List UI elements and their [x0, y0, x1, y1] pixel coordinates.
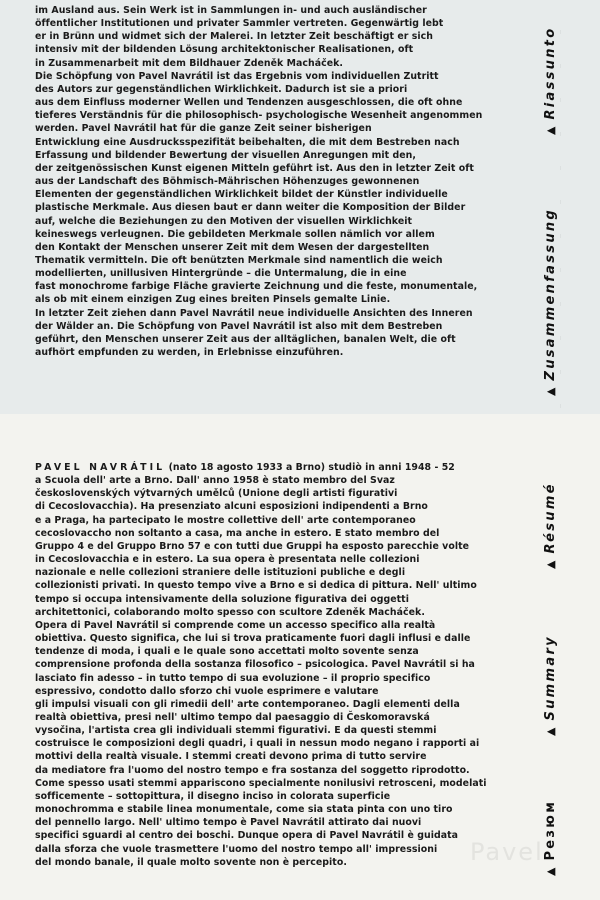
- text-line: dalla sforza che vuole trasmettere l'uomo del nostro tempo all' impressioni: [35, 843, 438, 855]
- tab-zusammenfassung-label: Zusammenfassung: [543, 207, 558, 381]
- text-line: costruisce le composizioni degli quadri, i quali in nessun modo negano i rapporti ai: [35, 738, 480, 750]
- italian-summary-text: [35, 461, 505, 869]
- text-line: di Cecoslovacchia). Ha presenziato alcuni esposizioni indipendenti a Brno: [35, 501, 428, 513]
- text-line: Thematik vermitteln. Die oft benützten Merkmale sind namentlich die weich: [35, 254, 443, 266]
- text-line: realtà obiettiva, presi nell' ultimo tempo dal paesaggio di Českomoravská: [35, 711, 430, 723]
- text-line: specifici sguardi al centro dei boschi. Dunque opera di Pavel Navrátil è guidata: [35, 830, 459, 842]
- text-line: del pennello largo. Nell' ultimo tempo è Pavel Navrátil attirato dai nuovi: [35, 817, 422, 829]
- tab-zusammenfassung[interactable]: [543, 208, 558, 396]
- text-line: collezionisti privati. In questo tempo vive a Brno e si dedica di pittura. Nell' ultimo: [35, 580, 477, 592]
- text-line: Elementen der gegenständlichen Wirklichkeit bildet der Künstler individuelle: [35, 189, 448, 201]
- text-line: werden. Pavel Navrátil hat für die ganze Zeit seiner bisherigen: [35, 123, 372, 135]
- text-line: espressivo, condotto dallo sforzo chi vuole esprimere e valutare: [35, 685, 379, 697]
- text-line: československých výtvarných umělců (Unione degli artisti figurativi: [35, 488, 398, 500]
- text-line: del mondo banale, il quale molto sovente non è percepito.: [35, 856, 347, 868]
- text-line: gli impulsi visuali con gli rimedii dell' arte contemporaneo. Dagli elementi della: [35, 698, 460, 710]
- triangle-up-icon: ▲: [544, 867, 557, 876]
- text-line: a Scuola dell' arte a Brno. Dall' anno 1958 è stato membro del Svaz: [35, 475, 395, 487]
- text-line: keineswegs verleugnen. Die gebildeten Merkmale sollen nämlich vor allem: [35, 228, 435, 240]
- triangle-up-icon: ▲: [544, 560, 557, 569]
- text-line: In letzter Zeit ziehen dann Pavel Navrátil neue individuelle Ansichten des Inneren: [35, 307, 473, 319]
- text-line: tieferes Verständnis für die philosophisch- psychologische Wesenheit angenommen: [35, 110, 483, 122]
- triangle-up-icon: ▲: [544, 126, 557, 135]
- triangle-up-icon: ▲: [544, 727, 557, 736]
- text-line: da mediatore fra l'uomo del nostro tempo e fra sostanza del soggetto riprodotto.: [35, 764, 470, 776]
- text-line: der Wälder an. Die Schöpfung von Pavel Navrátil ist also mit dem Bestreben: [35, 320, 443, 332]
- text-line: monochromma e stabile linea monumentale, come sia stata pinta con uno tiro: [35, 804, 453, 816]
- text-line: tempo si occupa intensivamente della soluzione figurativa dei oggetti: [35, 593, 409, 605]
- tab-riassunto-label: Riassunto: [543, 26, 558, 120]
- text-line: aus dem Einfluss moderner Wellen und Tendenzen ausgeschlossen, die oft ohne: [35, 97, 463, 109]
- text-line: mottivi della realtà visuale. I stemmi creati devono prima di tutto servire: [35, 751, 427, 763]
- text-line: öffentlicher Institutionen und privater Sammler vertreten. Gegenwärtig lebt: [35, 18, 444, 30]
- text-line: tendenze di moda, i quali e le quale sono accettati molto sovente senza: [35, 646, 419, 658]
- artist-name: PAVEL NAVRÁTIL: [35, 462, 166, 473]
- text-line: Gruppo 4 e del Gruppo Brno 57 e con tutti due Gruppi ha esposto parecchie volte: [35, 540, 470, 552]
- text-line: der zeitgenössischen Kunst eigenen Mitteln geführt ist. Aus den in letzter Zeit oft: [35, 162, 474, 174]
- text-line: modellierten, unillusiven Hintergründe – die Untermalung, die in eine: [35, 268, 407, 280]
- german-summary-text: [35, 4, 505, 359]
- text-line: aufhört empfunden zu werden, in Erlebnisse einzuführen.: [35, 347, 344, 359]
- text-line: er in Brünn und widmet sich der Malerei. In letzter Zeit beschäftigt er sich: [35, 31, 434, 43]
- tab-resume[interactable]: [543, 482, 558, 569]
- show-through-text: Pavel: [470, 838, 544, 866]
- text-line: sofficemente – sottopittura, il disegno inciso in colorata superficie: [35, 790, 391, 802]
- text-line: geführt, den Menschen unserer Zeit aus der alltäglichen, banalen Welt, die oft: [35, 333, 456, 345]
- triangle-up-icon: ▲: [544, 387, 557, 396]
- text-line: aus der Landschaft des Böhmisch-Mährischen Höhenzuges gewonnenen: [35, 176, 420, 188]
- text-line: cecoslovaccho non soltanto a casa, ma anche in estero. E stato membro del: [35, 527, 440, 539]
- text-line: als ob mit einem einzigen Zug eines breiten Pinsels gemalte Linie.: [35, 294, 391, 306]
- tab-rezyum-label: Резюм: [543, 799, 558, 861]
- text-line: in Cecoslovacchia e in estero. La sua opera è presentata nelle collezioni: [35, 554, 420, 566]
- text-line: fast monochrome farbige Fläche gravierte Zeichnung und die feste, monumentale,: [35, 281, 478, 293]
- text-line: obiettiva. Questo significa, che lui si trova praticamente fuori dagli influsi e dalle: [35, 633, 471, 645]
- text-line: intensiv mit der bildenden Lösung architektonischer Realisationen, oft: [35, 44, 414, 56]
- text-line: Come spesso usati stemmi appariscono specialmente nonilusivi retrosceni, modelati: [35, 777, 487, 789]
- tab-rezyum[interactable]: [543, 800, 558, 876]
- text-line: comprensione profonda della sostanza filosofico – psicologica. Pavel Navrátil si ha: [35, 659, 475, 671]
- text-line: Opera di Pavel Navrátil si comprende come un accesso specifico alla realtà: [35, 619, 436, 631]
- italian-first-line: [35, 461, 505, 474]
- text-line: plastische Merkmale. Aus diesen baut er dann weiter die Komposition der Bilder: [35, 202, 466, 214]
- text-line: architettonici, colaborando molto spesso con scultore Zdeněk Macháček.: [35, 606, 425, 618]
- text-line: e a Praga, ha partecipato le mostre collettive dell' arte contemporaneo: [35, 514, 416, 526]
- text-line: im Ausland aus. Sein Werk ist in Sammlungen in- und auch ausländischer: [35, 5, 427, 16]
- tab-summary[interactable]: [543, 635, 558, 736]
- text-line: den Kontakt der Menschen unserer Zeit mit dem Wesen der dargestellten: [35, 241, 430, 253]
- text-line: Entwicklung eine Ausdrucksspezifität beibehalten, die mit dem Bestreben nach: [35, 136, 460, 148]
- text-line: auf, welche die Beziehungen zu den Motiven der visuellen Wirklichkeit: [35, 215, 413, 227]
- tab-summary-label: Summary: [543, 635, 558, 721]
- italian-first-line-rest: (nato 18 agosto 1933 a Brno) studiò in anni 1948 - 52: [165, 462, 455, 473]
- text-line: Die Schöpfung von Pavel Navrátil ist das Ergebnis vom individuellen Zutritt: [35, 70, 439, 82]
- text-line: nazionale e nelle collezioni straniere delle istituzioni publiche e degli: [35, 567, 406, 579]
- text-line: des Autors zur gegenständlichen Wirklichkeit. Dadurch ist sie a priori: [35, 83, 408, 95]
- fold-line: [560, 0, 561, 414]
- text-line: in Zusammenarbeit mit dem Bildhauer Zdeněk Macháček.: [35, 57, 344, 69]
- text-line: vysočina, l'artista crea gli individuali stemmi figurativi. E da questi stemmi: [35, 725, 437, 737]
- tab-resume-label: Résumé: [543, 482, 558, 554]
- text-line: Erfassung und bildender Bewertung der visuellen Anregungen mit den,: [35, 149, 417, 161]
- text-line: lasciato fin adesso – in tutto tempo di sua evoluzione – il proprio specifico: [35, 672, 431, 684]
- tab-riassunto[interactable]: [543, 26, 558, 135]
